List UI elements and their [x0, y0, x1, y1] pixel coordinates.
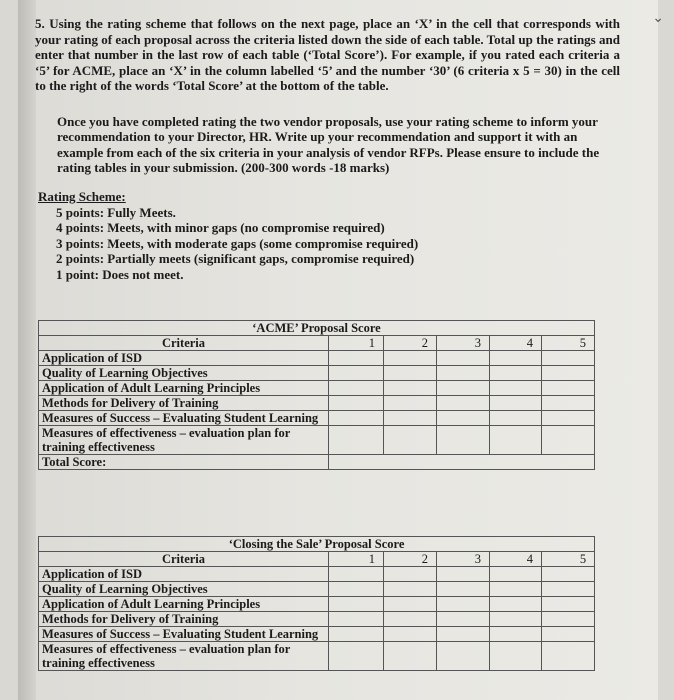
criteria-cell: Measures of effectiveness – evaluation plan for training effectiveness — [39, 642, 329, 671]
total-score-cell[interactable] — [329, 455, 595, 470]
table-row — [39, 582, 595, 597]
rating-cell[interactable] — [437, 582, 490, 597]
rating-cell[interactable] — [542, 642, 595, 671]
rating-cell[interactable] — [329, 411, 384, 426]
table-row — [39, 612, 595, 627]
total-score-label: Total Score: — [39, 455, 329, 470]
rating-cell[interactable] — [542, 582, 595, 597]
column-header: 4 — [490, 336, 542, 351]
rating-cell[interactable] — [542, 366, 595, 381]
rating-cell[interactable] — [384, 381, 437, 396]
rating-cell[interactable] — [542, 396, 595, 411]
rating-cell[interactable] — [329, 426, 384, 455]
rating-cell[interactable] — [437, 627, 490, 642]
rating-cell[interactable] — [437, 612, 490, 627]
table-row — [39, 396, 595, 411]
rating-cell[interactable] — [490, 411, 542, 426]
criteria-cell: Measures of Success – Evaluating Student Learning — [39, 627, 329, 642]
rating-cell[interactable] — [437, 411, 490, 426]
rating-cell[interactable] — [542, 612, 595, 627]
rating-cell[interactable] — [384, 351, 437, 366]
rating-cell[interactable] — [329, 396, 384, 411]
chevron-down-icon[interactable]: ⌄ — [652, 10, 664, 26]
criteria-cell: Quality of Learning Objectives — [39, 582, 329, 597]
table-row — [39, 351, 595, 366]
rating-scheme-item: 1 point: Does not meet. — [56, 266, 184, 282]
rating-cell[interactable] — [542, 567, 595, 582]
rating-cell[interactable] — [384, 567, 437, 582]
rating-scheme-item: 5 points: Fully Meets. — [56, 204, 176, 220]
rating-cell[interactable] — [490, 381, 542, 396]
rating-cell[interactable] — [490, 582, 542, 597]
rating-cell[interactable] — [329, 381, 384, 396]
rating-cell[interactable] — [384, 582, 437, 597]
rating-cell[interactable] — [490, 612, 542, 627]
rating-cell[interactable] — [437, 597, 490, 612]
rating-cell[interactable] — [490, 351, 542, 366]
rating-cell[interactable] — [384, 642, 437, 671]
rating-cell[interactable] — [542, 627, 595, 642]
table-row — [39, 567, 595, 582]
table-title: ‘ACME’ Proposal Score — [39, 321, 595, 336]
rating-cell[interactable] — [437, 396, 490, 411]
table-row — [39, 426, 595, 455]
rating-cell[interactable] — [490, 627, 542, 642]
rating-cell[interactable] — [490, 642, 542, 671]
rating-cell[interactable] — [329, 351, 384, 366]
criteria-cell: Quality of Learning Objectives — [39, 366, 329, 381]
rating-cell[interactable] — [437, 366, 490, 381]
rating-cell[interactable] — [384, 597, 437, 612]
table-row — [39, 366, 595, 381]
rating-cell[interactable] — [384, 426, 437, 455]
criteria-cell: Application of Adult Learning Principles — [39, 597, 329, 612]
criteria-cell: Methods for Delivery of Training — [39, 396, 329, 411]
rating-scheme — [38, 189, 458, 283]
table-row — [39, 381, 595, 396]
rating-cell[interactable] — [329, 567, 384, 582]
column-header: 5 — [542, 552, 595, 567]
rating-cell[interactable] — [437, 381, 490, 396]
criteria-cell: Measures of Success – Evaluating Student Learning — [39, 411, 329, 426]
recommendation-paragraph: Once you have completed rating the two vendor proposals, use your rating scheme to inform your recommendation to your Director, HR. Write up your recommendation and support it with an example from each of the six criteria in your analysis of vendor RFPs. Please ensure to include the rating tables in your submission. (200-300 words -18 marks) — [57, 114, 600, 176]
acme-rating-table — [38, 320, 595, 470]
column-header: 2 — [384, 552, 437, 567]
rating-cell[interactable] — [542, 426, 595, 455]
rating-cell[interactable] — [329, 642, 384, 671]
rating-scheme-item: 3 points: Meets, with moderate gaps (some compromise required) — [56, 235, 419, 251]
rating-cell[interactable] — [384, 411, 437, 426]
rating-scheme-item: 2 points: Partially meets (significant gaps, compromise required) — [56, 251, 415, 267]
rating-cell[interactable] — [329, 582, 384, 597]
rating-cell[interactable] — [490, 567, 542, 582]
rating-cell[interactable] — [384, 396, 437, 411]
rating-cell[interactable] — [437, 567, 490, 582]
rating-cell[interactable] — [437, 351, 490, 366]
column-header: 2 — [384, 336, 437, 351]
rating-cell[interactable] — [490, 366, 542, 381]
rating-cell[interactable] — [490, 396, 542, 411]
table-title: ‘Closing the Sale’ Proposal Score — [39, 537, 595, 552]
table-row — [39, 455, 595, 470]
closing-the-sale-rating-table — [38, 536, 595, 671]
rating-cell[interactable] — [384, 627, 437, 642]
table-row — [39, 597, 595, 612]
question-paragraph: 5. Using the rating scheme that follows on the next page, place an ‘X’ in the cell that corresponds with your rating of each proposal across the criteria listed down the side of each table. Total up the ratings and enter that number in the last row of each table (‘Total Score’). For example, if you rated each criteria a ‘5’ for ACME, place an ‘X’ in the column labelled ‘5’ and the number ‘30’ (6 criteria x 5 = 30) in the cell to the right of the words ‘Total Score’ at the bottom of the table. — [35, 16, 620, 94]
criteria-header: Criteria — [39, 552, 329, 567]
table-row — [39, 627, 595, 642]
criteria-cell: Methods for Delivery of Training — [39, 612, 329, 627]
rating-cell[interactable] — [542, 351, 595, 366]
table-row — [39, 642, 595, 671]
rating-cell[interactable] — [542, 411, 595, 426]
criteria-cell: Application of ISD — [39, 567, 329, 582]
rating-cell[interactable] — [490, 597, 542, 612]
column-header: 3 — [437, 336, 490, 351]
rating-cell[interactable] — [384, 612, 437, 627]
rating-cell[interactable] — [437, 642, 490, 671]
rating-cell[interactable] — [329, 366, 384, 381]
table-row — [39, 411, 595, 426]
page-edge-shadow — [18, 0, 36, 700]
criteria-header: Criteria — [39, 336, 329, 351]
criteria-cell: Application of Adult Learning Principles — [39, 381, 329, 396]
rating-cell[interactable] — [329, 612, 384, 627]
criteria-cell: Application of ISD — [39, 351, 329, 366]
rating-cell[interactable] — [437, 426, 490, 455]
rating-cell[interactable] — [490, 426, 542, 455]
rating-cell[interactable] — [329, 627, 384, 642]
column-header: 4 — [490, 552, 542, 567]
column-header: 1 — [329, 336, 384, 351]
rating-cell[interactable] — [542, 381, 595, 396]
criteria-cell: Measures of effectiveness – evaluation plan for training effectiveness — [39, 426, 329, 455]
rating-scheme-title: Rating Scheme: — [38, 189, 126, 204]
rating-cell[interactable] — [542, 597, 595, 612]
rating-cell[interactable] — [329, 597, 384, 612]
rating-scheme-item: 4 points: Meets, with minor gaps (no compromise required) — [56, 220, 385, 236]
column-header: 1 — [329, 552, 384, 567]
column-header: 5 — [542, 336, 595, 351]
column-header: 3 — [437, 552, 490, 567]
rating-cell[interactable] — [384, 366, 437, 381]
